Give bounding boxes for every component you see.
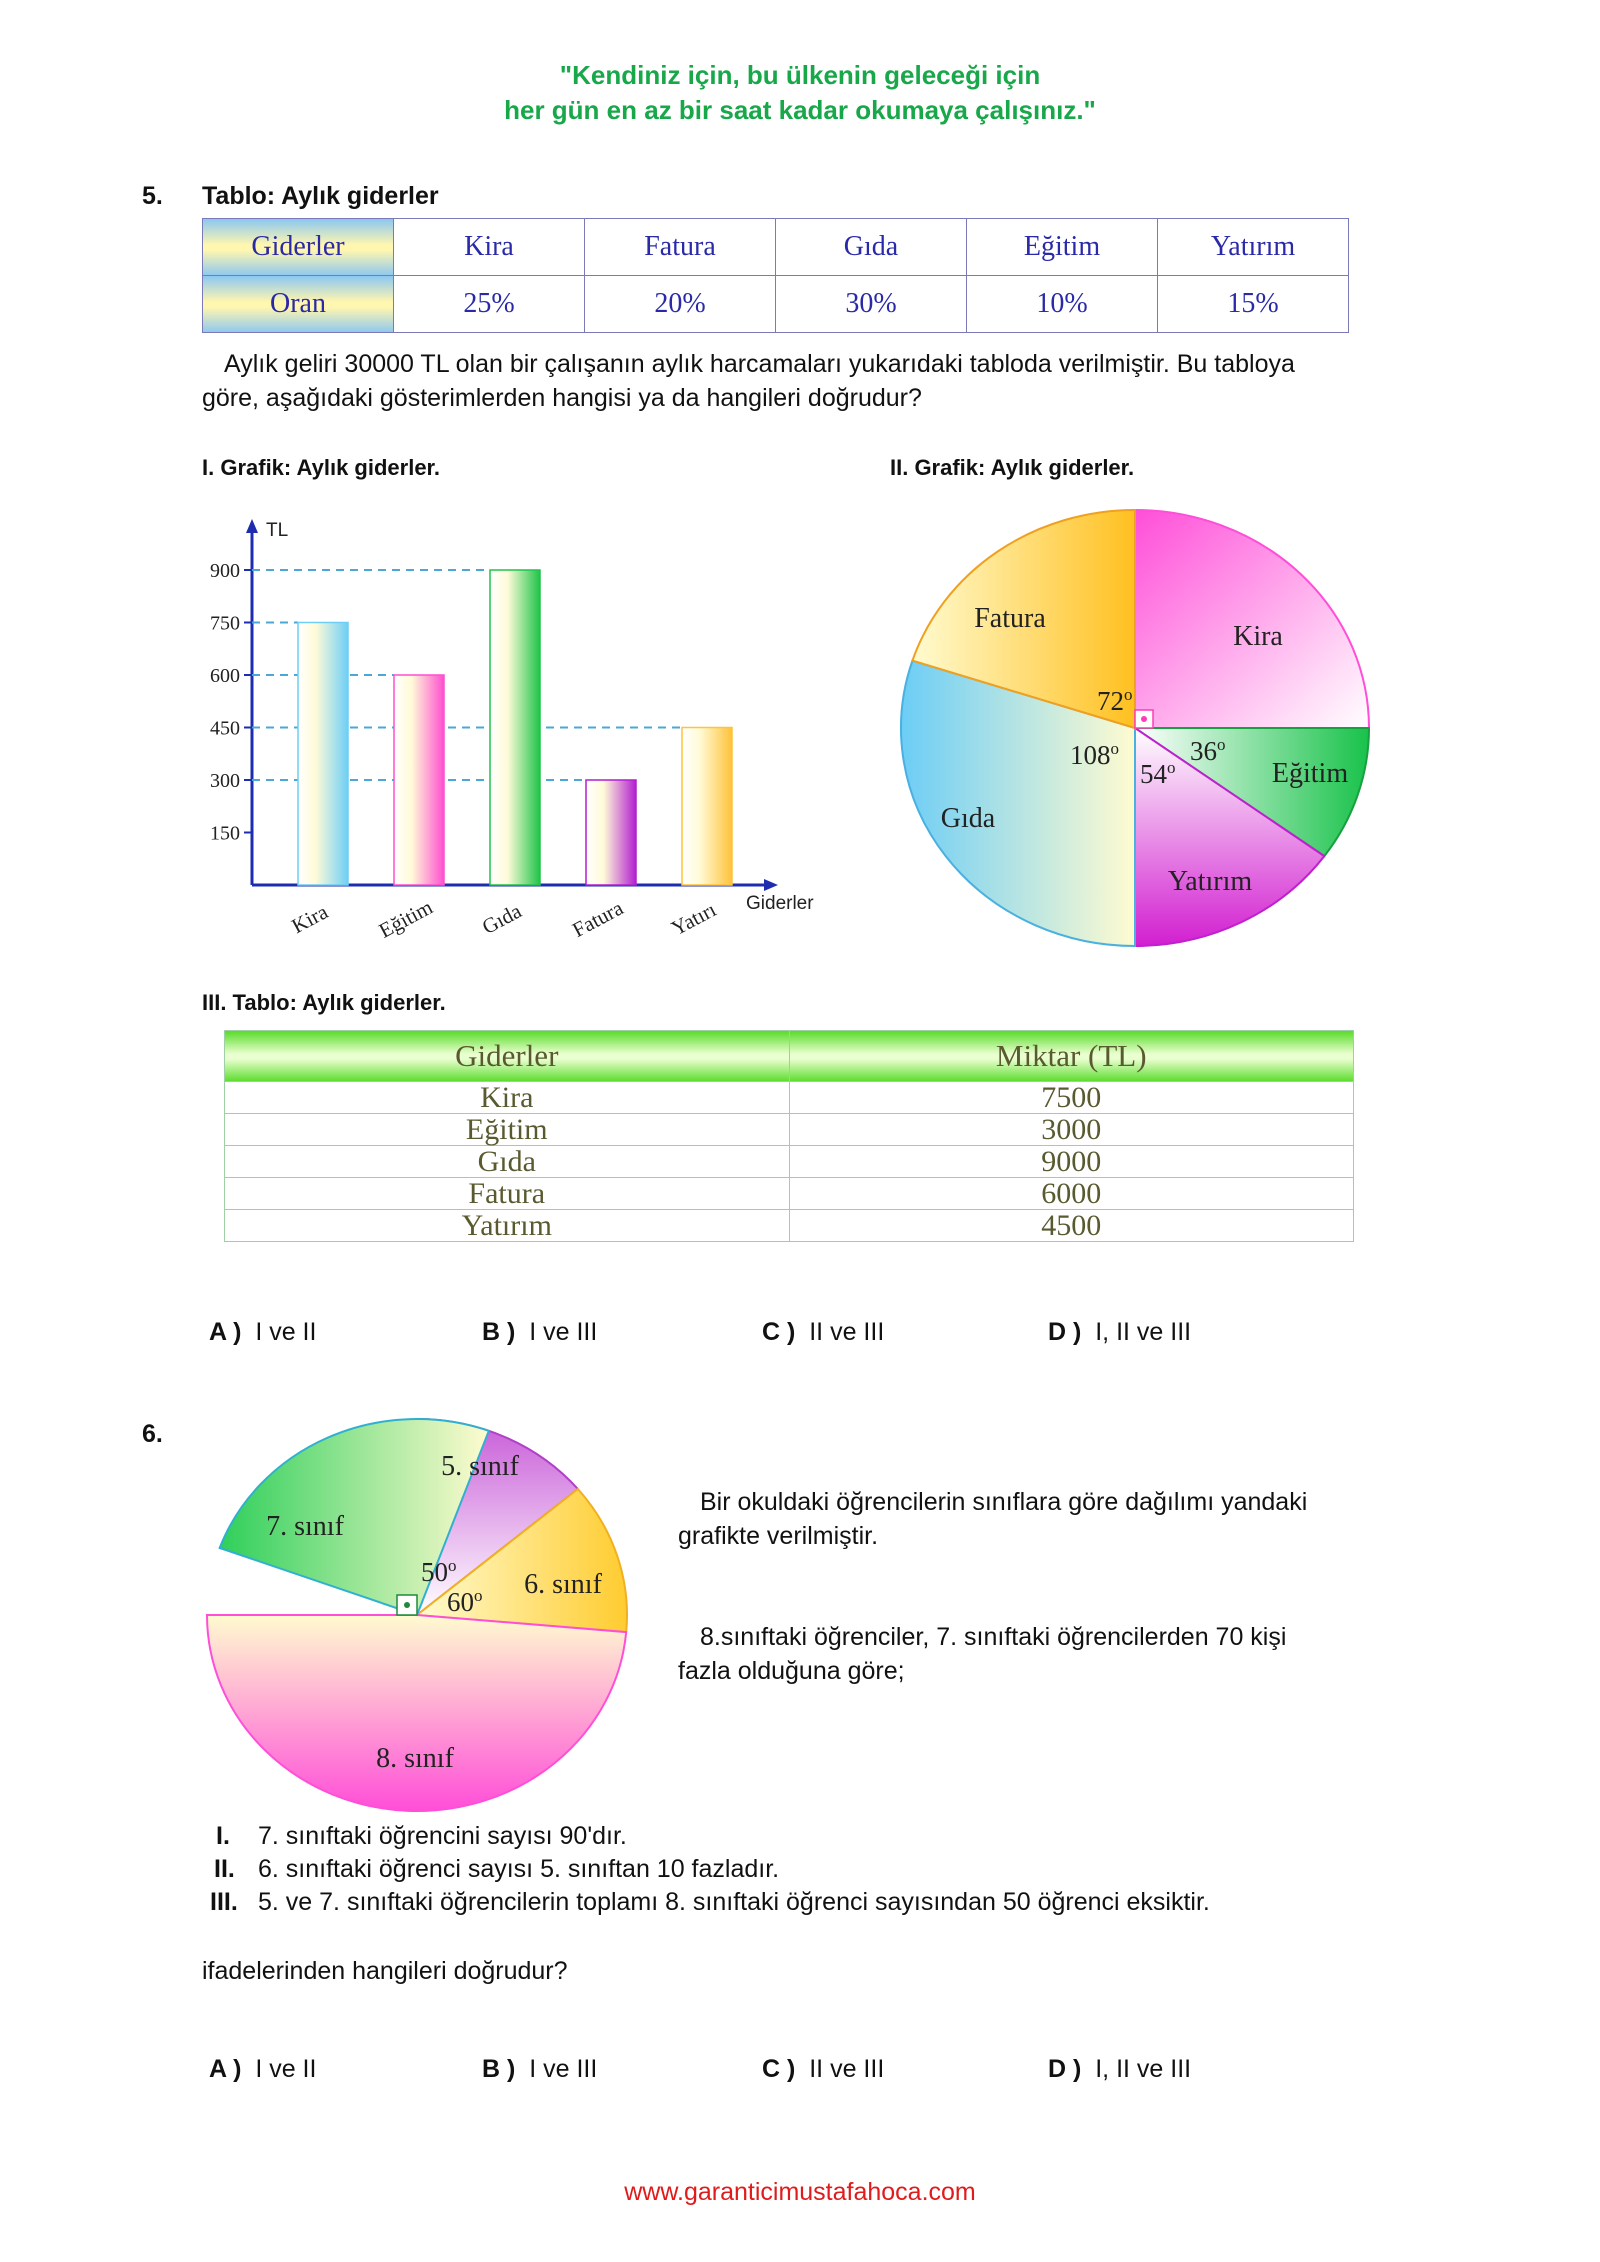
slice-label: 5. sınıf [441,1451,519,1482]
table-header-row [225,1031,1354,1082]
option-b[interactable]: B ) I ve III [482,1318,598,1346]
table-cell: 20% [585,276,776,333]
expense-ratio-table [202,218,1349,333]
question-6-text-2b: fazla olduğuna göre; [678,1657,905,1685]
table-cell: Fatura [225,1178,790,1210]
expense-pie-chart [890,500,1390,960]
column-header: Miktar (TL) [789,1031,1354,1082]
y-tick-label: 750 [210,612,240,635]
table-cell: 9000 [789,1146,1354,1178]
table-cell: 15% [1158,276,1349,333]
slice-label: 6. sınıf [524,1569,602,1600]
statement-2-text: 6. sınıftaki öğrenci sayısı 5. sınıftan 10 fazladır. [258,1855,780,1883]
table-cell: Oran [203,276,394,333]
question-6-text-2a: 8.sınıftaki öğrenciler, 7. sınıftaki öğrencilerden 70 kişi [700,1623,1287,1651]
pie-slice [1135,510,1369,728]
statement-1: I. [216,1822,230,1850]
y-axis-label: TL [266,520,289,541]
y-tick-label: 450 [210,717,240,740]
table-row [203,276,1349,333]
pie-slice [207,1615,626,1811]
table-cell: 30% [776,276,967,333]
slice-label: Fatura [974,603,1046,634]
slice-label: 8. sınıf [376,1743,454,1774]
footer-url[interactable]: www.garanticimustafahoca.com [624,2178,976,2206]
option-d[interactable]: D ) I, II ve III [1048,1318,1192,1346]
y-axis-arrow-icon [246,519,258,533]
table-cell: 7500 [789,1082,1354,1114]
table-cell: Fatura [585,219,776,276]
table-row [225,1114,1354,1146]
option-c[interactable]: C ) II ve III [762,2055,885,2083]
x-tick-label: Gıda [478,898,526,939]
option-a[interactable]: A ) I ve II [209,2055,317,2083]
question-6-text-1a: Bir okuldaki öğrencilerin sınıflara göre dağılımı yandaki [700,1488,1308,1516]
bar [682,728,732,886]
right-angle-dot [1141,716,1147,722]
bar [490,570,540,885]
slice-label: 7. sınıf [266,1511,344,1542]
graph-1-title: I. Grafik: Aylık giderler. [202,455,441,480]
option-b[interactable]: B ) I ve III [482,2055,598,2083]
table-cell: 6000 [789,1178,1354,1210]
bar [586,780,636,885]
table-cell: 4500 [789,1210,1354,1242]
bar [298,623,348,886]
angle-label: 50$^o$ [421,1556,457,1587]
angle-label: 54$^o$ [1140,758,1176,789]
table-row [225,1082,1354,1114]
table-row [203,219,1349,276]
x-tick-label: Kira [287,899,332,939]
class-pie-chart [195,1405,645,1825]
x-tick-label: Fatura [568,895,628,943]
question-6-prompt: ifadelerinden hangileri doğrudur? [202,1957,568,1985]
right-angle-dot [404,1602,410,1608]
angle-label: 60$^o$ [447,1586,483,1617]
question-5-title: Tablo: Aylık giderler [202,182,439,210]
table-cell: Giderler [203,219,394,276]
option-c[interactable]: C ) II ve III [762,1318,885,1346]
y-tick-label: 900 [210,560,240,582]
column-header: Giderler [225,1031,790,1082]
x-tick-label: Yatırı [667,897,721,941]
table-row [225,1146,1354,1178]
table-cell: Yatırım [1158,219,1349,276]
x-tick-label: Eğitim [374,894,437,943]
bar [394,675,444,885]
table-cell: Kira [225,1082,790,1114]
question-5-text-line-2: göre, aşağıdaki gösterimlerden hangisi ya da hangileri doğrudur? [202,384,922,412]
statement-3-text: 5. ve 7. sınıftaki öğrencilerin toplamı 8. sınıftaki öğrenci sayısından 50 öğrenci eksiktir. [258,1888,1210,1916]
table-3-title: III. Tablo: Aylık giderler. [202,990,446,1015]
statement-1-text: 7. sınıftaki öğrencini sayısı 90'dır. [258,1822,627,1850]
slice-label: Eğitim [1271,758,1349,789]
graph-2-title: II. Grafik: Aylık giderler. [890,455,1135,480]
quote-line-2: her gün en az bir saat kadar okumaya çalışınız." [504,95,1096,125]
table-cell: Gıda [776,219,967,276]
table-cell: Eğitim [967,219,1158,276]
bar-chart [180,505,840,965]
quote-line-1: "Kendiniz için, bu ülkenin geleceği için [559,60,1041,90]
statement-3: III. [210,1888,238,1916]
question-6-number: 6. [142,1420,163,1448]
option-d[interactable]: D ) I, II ve III [1048,2055,1192,2083]
table-cell: Kira [394,219,585,276]
statement-2: II. [214,1855,235,1883]
table-cell: 25% [394,276,585,333]
angle-label: 72$^o$ [1097,685,1133,716]
table-cell: Eğitim [225,1114,790,1146]
y-tick-label: 300 [210,770,240,792]
table-cell: Gıda [225,1146,790,1178]
angle-label: 108$^o$ [1070,739,1119,770]
x-axis-arrow-icon [764,879,778,891]
slice-label: Yatırım [1167,866,1253,897]
option-a[interactable]: A ) I ve II [209,1318,317,1346]
table-cell: 3000 [789,1114,1354,1146]
question-5-number: 5. [142,182,163,210]
slice-label: Gıda [940,803,996,834]
table-row [225,1210,1354,1242]
question-6-text-1b: grafikte verilmiştir. [678,1522,879,1550]
table-row [225,1178,1354,1210]
y-tick-label: 600 [210,665,240,687]
slice-label: Kira [1233,621,1283,652]
x-axis-label: Giderler [746,893,814,914]
angle-label: 36$^o$ [1190,735,1226,766]
y-tick-label: 150 [210,822,240,845]
expense-amount-table [224,1030,1354,1242]
question-5-text-line-1: Aylık geliri 30000 TL olan bir çalışanın aylık harcamaları yukarıdaki tabloda verilmiştir. Bu tabloya [224,350,1295,378]
table-cell: Yatırım [225,1210,790,1242]
table-cell: 10% [967,276,1158,333]
